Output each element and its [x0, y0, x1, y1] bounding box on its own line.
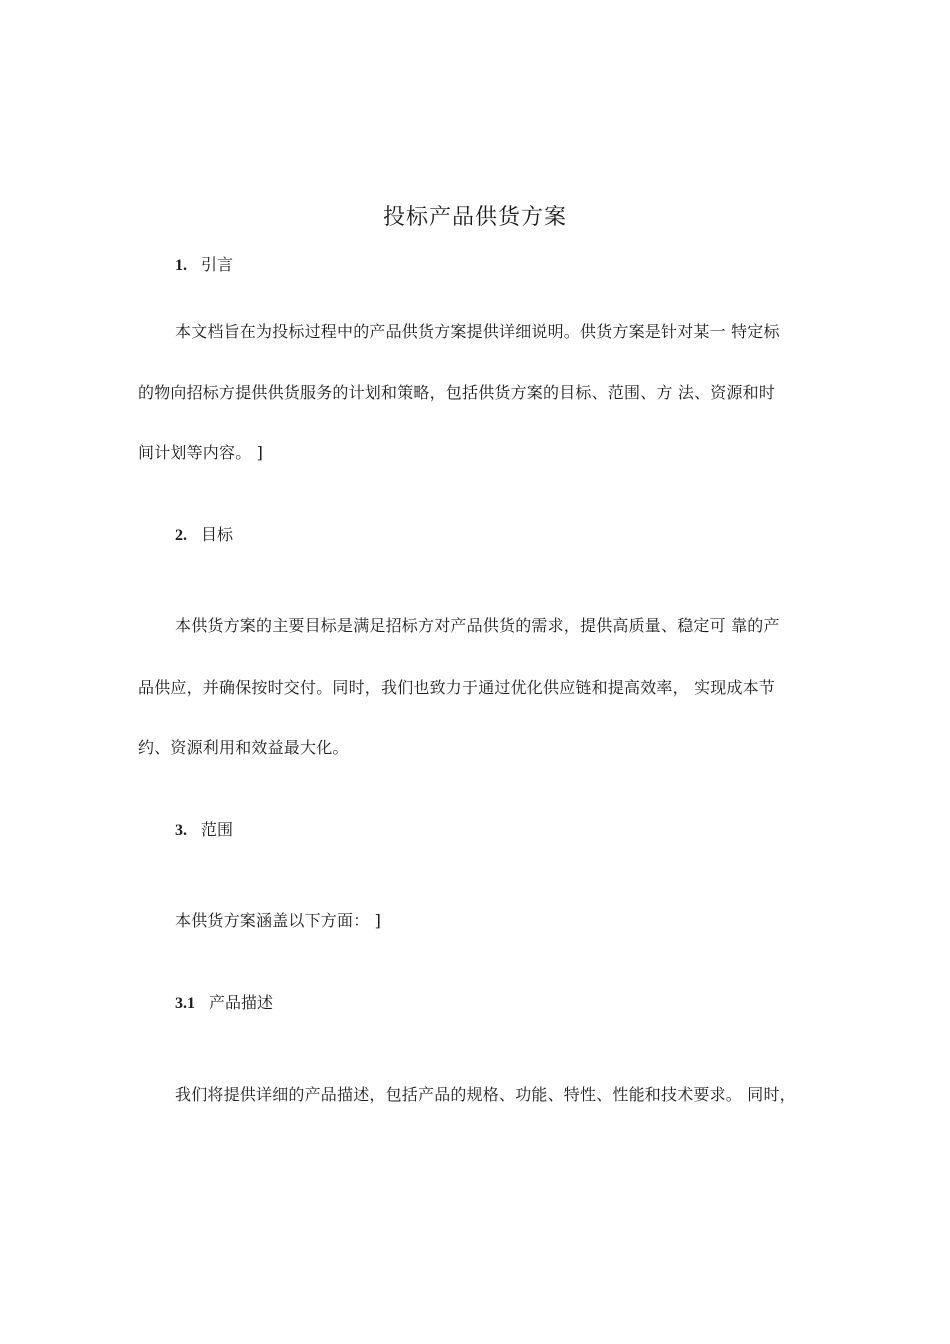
section-title: 范围 — [201, 820, 234, 839]
section-number: 1. — [175, 257, 187, 274]
paragraph-line: 本文档旨在为投标过程中的产品供货方案提供详细说明。供货方案是针对某一 特定标 — [175, 322, 780, 341]
section-title: 引言 — [201, 255, 234, 274]
section-title: 产品描述 — [209, 993, 274, 1012]
paragraph-line: 本供货方案涵盖以下方面： ] — [175, 911, 382, 930]
section-heading-1 — [175, 252, 233, 275]
document-title: 投标产品供货方案 — [382, 205, 567, 230]
section-number: 3. — [175, 822, 187, 839]
section-number: 2. — [175, 527, 187, 544]
paragraph-line: 间计划等内容。 ] — [138, 443, 264, 462]
section-heading-3 — [175, 817, 233, 840]
paragraph-line: 本供货方案的主要目标是满足招标方对产品供货的需求，提供高质量、稳定可 靠的产 — [175, 616, 780, 635]
section-heading-2 — [175, 522, 233, 545]
section-heading-3-1 — [175, 990, 273, 1013]
paragraph-line: 品供应，并确保按时交付。同时，我们也致力于通过优化供应链和提高效率， 实现成本节 — [138, 678, 776, 697]
paragraph-line: 的物向招标方提供供货服务的计划和策略，包括供货方案的目标、范围、方 法、资源和时 — [138, 383, 776, 402]
section-number: 3.1 — [175, 995, 195, 1012]
paragraph-line: 我们将提供详细的产品描述，包括产品的规格、功能、特性、性能和技术要求。 同时， — [175, 1085, 796, 1104]
paragraph-line: 约、资源利用和效益最大化。 — [138, 738, 349, 757]
section-title: 目标 — [201, 525, 234, 544]
